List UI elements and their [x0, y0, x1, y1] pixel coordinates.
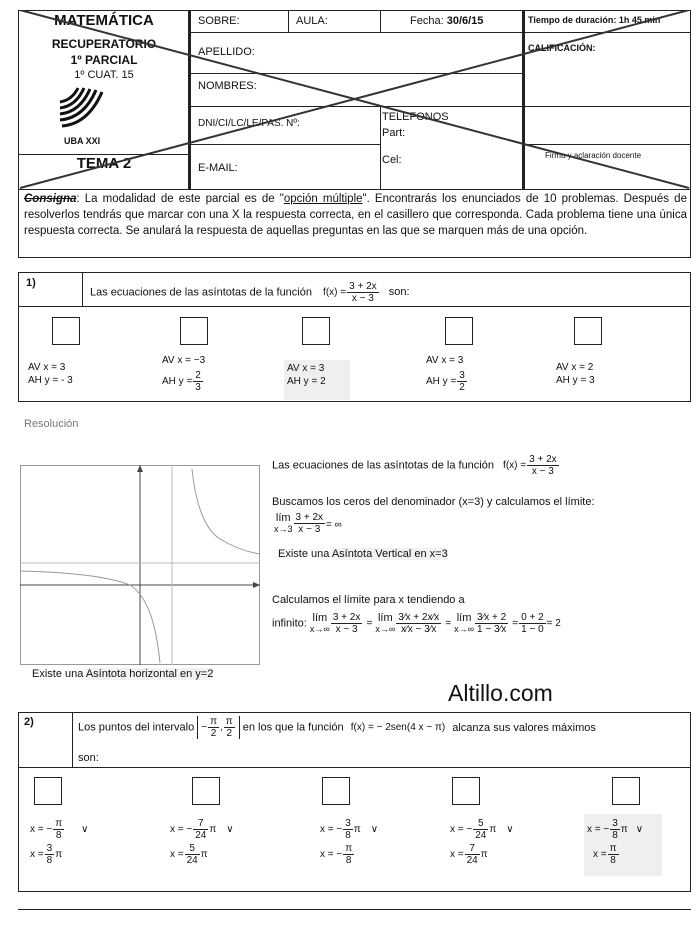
- res-line-1: [272, 454, 560, 477]
- res-line-4: infinito:: [272, 617, 307, 630]
- q1-divider: [18, 306, 691, 307]
- telefonos-label: TELEFONOS: [382, 111, 449, 123]
- q2-opt5-l1: x = −: [587, 824, 610, 836]
- q2-opt2-l1n: 7: [193, 818, 208, 830]
- eq-sign: =: [445, 618, 452, 629]
- q2-opt1-row2: x = $\frac{3}{8}$ π: [30, 843, 63, 866]
- resolucion-title: Resolución: [24, 418, 79, 430]
- q2-opt4-l1n: 5: [473, 818, 488, 830]
- q2-opt4-frac2: [465, 843, 480, 866]
- lim-2-frac: [331, 612, 363, 635]
- q2-question: [78, 716, 596, 739]
- q2-func: f(x) = − 2sen(4 x − π): [350, 722, 446, 733]
- q1-number: 1): [26, 277, 36, 289]
- q2-opt2-or: ∨: [226, 824, 234, 836]
- q2-minus: −: [201, 722, 208, 733]
- q2-opt2-l2d: 24: [186, 855, 198, 866]
- fecha-value: 30/6/15: [446, 15, 484, 27]
- q2-opt1-frac1: [53, 818, 64, 841]
- res-den: x − 3: [531, 466, 554, 477]
- q1-option-3-checkbox[interactable]: [302, 317, 330, 345]
- q2-opt5-or: ∨: [635, 824, 644, 836]
- res-func: f(x) =: [503, 460, 527, 472]
- q1-opt4-num: 3: [459, 370, 465, 381]
- q1-option-1: [28, 361, 73, 387]
- lim-3-sub: x→∞: [375, 623, 396, 634]
- q2-text-1: Los puntos del intervalo: [78, 721, 195, 734]
- q2-opt3-row1: x = − $\frac{3}{8}$ π ∨: [320, 818, 379, 841]
- q1-opt1-ah: AH y = - 3: [28, 375, 73, 386]
- q2-option-4: [450, 818, 514, 866]
- lim-3-den: x⁄x − 3⁄x: [401, 624, 437, 635]
- nombres-field[interactable]: NOMBRES:: [198, 80, 257, 92]
- q2-opt5-l2d: 8: [610, 855, 616, 866]
- q1-opt4-ah: AH y =: [426, 376, 457, 388]
- res-line-1-text: Las ecuaciones de las asíntotas de la función: [272, 459, 494, 472]
- q2-interval: − $\frac{\pi}{2}$ , $\frac{\pi}{2}$: [197, 716, 239, 739]
- q1-den: x − 3: [351, 293, 374, 304]
- asymptote-graph: [20, 465, 260, 665]
- q2-opt1-l2d: 8: [46, 855, 53, 866]
- q1-option-2: [162, 354, 205, 393]
- q1-opt4-ah-row: [426, 370, 468, 393]
- dni-field[interactable]: DNI/CI/LC/LE/PAS. Nº:: [198, 118, 300, 129]
- q2-opt5-l1d: 8: [612, 830, 618, 841]
- res-num: 3 + 2x: [529, 454, 557, 465]
- q2-option-1-checkbox[interactable]: [34, 777, 62, 805]
- q2-number: 2): [24, 716, 34, 728]
- q1-number-divider: [82, 272, 83, 306]
- lim-4: [454, 613, 474, 635]
- q2-option-5-checkbox[interactable]: [612, 777, 640, 805]
- q1-option-5-checkbox[interactable]: [574, 317, 602, 345]
- q2-opt1-l2n: 3: [46, 843, 53, 854]
- lim-4-num: 3⁄x + 2: [477, 612, 507, 623]
- bottom-rule: [18, 909, 691, 910]
- lim-2-num: 3 + 2x: [332, 612, 361, 623]
- header-block: [18, 10, 691, 190]
- q1-opt4-den: 2: [459, 382, 465, 393]
- q1-num: 3 + 2x: [349, 281, 377, 292]
- q2-text-3: alcanza sus valores máximos: [452, 721, 596, 734]
- consigna-link: opción múltiple: [283, 193, 363, 205]
- q1-func: f(x) =: [323, 287, 347, 299]
- lim-1-eq: = ∞: [326, 519, 342, 531]
- q2-opt2-row1: x = − $\frac{7}{24}$ π ∨: [170, 818, 234, 841]
- lim-1-word: lím: [275, 511, 291, 524]
- ah-conclusion: [32, 668, 213, 680]
- zero-den: 1 − 0: [521, 624, 544, 635]
- q1-opt5-ah: AH y = 3: [556, 375, 595, 386]
- q2-opt1-l1n: π: [55, 818, 63, 829]
- email-field[interactable]: E-MAIL:: [198, 162, 238, 174]
- q2-opt1-frac2: [45, 843, 55, 866]
- lim-3: [375, 613, 395, 635]
- q1-option-4-checkbox[interactable]: [445, 317, 473, 345]
- q2-opt4-l1d: 24: [475, 830, 487, 841]
- lim-3-word: lím: [377, 611, 393, 624]
- q2-option-2: [170, 818, 234, 866]
- av-text-2: Asíntota Vertical en x=3: [331, 548, 448, 560]
- q2-opt5-row1: x = − $\frac{3}{8}$ π ∨: [587, 818, 644, 841]
- q2-opt3-l2d: 8: [345, 855, 352, 866]
- cel-field[interactable]: Cel:: [382, 154, 402, 166]
- consigna-text: [24, 191, 687, 239]
- q2-opt3-l1n: 3: [345, 818, 351, 829]
- cross-out-lines: [18, 10, 691, 190]
- result: = 2: [546, 618, 561, 629]
- q2-opt3-l1d: 8: [345, 830, 351, 841]
- q1-opt1-av: AV x = 3: [28, 362, 66, 373]
- calificacion-field[interactable]: CALIFICACIÓN:: [528, 43, 596, 53]
- av-text-1: Existe una: [278, 548, 332, 560]
- q1-opt4-frac: [457, 370, 467, 393]
- consigna-label: Consigna: [24, 193, 77, 205]
- q2-opt3-l2: x = −: [320, 849, 343, 861]
- q1-option-3: [284, 360, 350, 400]
- q2-opt2-l1: x = −: [170, 824, 193, 836]
- exam-term: 1º CUAT. 15: [74, 69, 134, 81]
- q2-option-3: [320, 818, 378, 866]
- q2-option-3-checkbox[interactable]: [322, 777, 350, 805]
- lim-2-sub: x→∞: [309, 623, 330, 634]
- q1-opt3-ah: AH y = 2: [287, 376, 326, 387]
- q2-opt3-frac2: [343, 843, 354, 866]
- lim-4-frac: [475, 612, 508, 635]
- q2-opt3-or: ∨: [370, 824, 379, 836]
- q2-opt4-or: ∨: [506, 824, 514, 836]
- consigna-part2: ". Encontrarás los enunciados de 10 problemas. Después de resolverlos tendrás que marcar con una X la respuesta correcta, en el casillero que corresponda. Cada problema tiene una única respuesta correcta. Se anulará la respuesta de aquellas preguntas en las que se marquen más de una opción.: [24, 193, 687, 237]
- q2-opt5-l1n: 3: [612, 818, 618, 829]
- q1-opt2-ah: AH y =: [162, 376, 193, 388]
- lim-2-den: x − 3: [335, 624, 358, 635]
- q2-option-5: [584, 814, 662, 876]
- q1-option-4: [426, 354, 468, 393]
- q2-opt2-l2n: 5: [185, 843, 200, 855]
- duracion-label: Tiempo de duración: 1h 45 min: [528, 15, 661, 25]
- q2-opt4-l2d: 24: [466, 855, 478, 866]
- res-line-2: Buscamos los ceros del denominador (x=3) y calculamos el límite:: [272, 496, 595, 508]
- lim-3-frac: [396, 612, 441, 635]
- eq-sign: =: [366, 618, 373, 629]
- lim-2-word: lím: [312, 611, 328, 624]
- fecha-label: Fecha:: [410, 15, 444, 27]
- q1-opt2-av: AV x = −3: [162, 355, 206, 366]
- q2-opt1-l2: x =: [30, 849, 44, 861]
- watermark: Altillo.com: [448, 680, 553, 706]
- q2-opt3-frac1: [343, 818, 353, 841]
- q1-opt2-num: 2: [195, 370, 201, 381]
- q1-opt3-av: AV x = 3: [287, 363, 325, 374]
- q2-opt4-l1: x = −: [450, 824, 473, 836]
- zero-frac: [519, 612, 546, 635]
- q2-opt4-row2: x = $\frac{7}{24}$ π: [450, 843, 488, 866]
- q2-opt5-l2: x =: [593, 849, 607, 861]
- q2-opt2-row2: x = $\frac{5}{24}$ π: [170, 843, 208, 866]
- sobre-field[interactable]: SOBRE:: [198, 15, 240, 27]
- lim-4-word: lím: [456, 611, 472, 624]
- q2-opt2-frac1: [193, 818, 208, 841]
- q2-opt4-l2n: 7: [465, 843, 480, 855]
- lim-1-sub: x→3: [274, 523, 293, 534]
- lim-2: [310, 613, 330, 635]
- res-fraction: [527, 454, 559, 477]
- q2-option-2-checkbox[interactable]: [192, 777, 220, 805]
- q2-opt1-l1: x = −: [30, 824, 53, 836]
- logo-text: UBA XXI: [64, 136, 101, 146]
- q2-opt2-l1d: 24: [195, 830, 207, 841]
- q1-opt2-ah-row: [162, 370, 205, 393]
- q1-suffix: son:: [388, 286, 410, 299]
- tema-title: TEMA 2: [18, 154, 190, 172]
- q2-opt2-frac2: [185, 843, 200, 866]
- ah-text-2: Asíntota horizontal en y=2: [85, 668, 214, 680]
- q2-divider: [18, 767, 691, 768]
- q2-opt5-l2n: π: [609, 843, 617, 854]
- lim-1: [274, 513, 293, 535]
- q2-int-frac-2: [224, 716, 235, 739]
- q1-question: [90, 281, 410, 304]
- lim-1-den: x − 3: [298, 524, 321, 535]
- ah-text-1: Existe una: [32, 668, 86, 680]
- q2-int-two-1: 2: [210, 728, 217, 739]
- res-line-3: Calculamos el límite para x tendiendo a: [272, 594, 465, 606]
- q2-opt2-l2: x =: [170, 849, 184, 861]
- q2-opt1-or: ∨: [81, 824, 89, 836]
- lim-4-sub: x→∞: [454, 623, 475, 634]
- q2-int-two-2: 2: [226, 728, 233, 739]
- q1-opt5-av: AV x = 2: [556, 362, 594, 373]
- part-field[interactable]: Part:: [382, 127, 406, 139]
- q2-opt4-l2: x =: [450, 849, 464, 861]
- q2-int-pi-1: π: [210, 716, 217, 727]
- q2-number-divider: [72, 712, 73, 767]
- q2-opt3-l1: x = −: [320, 824, 343, 836]
- q1-option-2-checkbox[interactable]: [180, 317, 208, 345]
- q2-opt3-row2: [320, 843, 378, 866]
- exam-number: 1º PARCIAL: [70, 53, 138, 67]
- q2-opt1-l1d: 8: [55, 830, 62, 841]
- firma-field[interactable]: Firma y aclaración docente: [544, 151, 642, 160]
- q1-opt2-den: 3: [195, 382, 201, 393]
- q2-opt5-frac1: [610, 818, 620, 841]
- consigna-part1: : La modalidad de este parcial es de ": [76, 193, 284, 205]
- q1-opt2-frac: [193, 370, 203, 393]
- subject-title: MATEMÁTICA: [54, 12, 154, 29]
- res-limit-1: [274, 512, 342, 535]
- lim-1-frac: [294, 512, 326, 535]
- res-limit-2: [272, 612, 561, 635]
- q2-opt5-row2: [593, 843, 659, 866]
- q2-int-pi-2: π: [225, 716, 233, 727]
- q2-int-frac-1: [208, 716, 219, 739]
- q1-opt4-av: AV x = 3: [426, 355, 464, 366]
- aula-field[interactable]: AULA:: [296, 15, 328, 27]
- q2-text-4: son:: [78, 752, 99, 764]
- q2-text-2: en los que la función: [242, 721, 344, 734]
- lim-1-num: 3 + 2x: [295, 512, 324, 523]
- q2-opt4-row1: x = − $\frac{5}{24}$ π ∨: [450, 818, 514, 841]
- lim-3-num: 3⁄x + 2x⁄x: [398, 612, 440, 623]
- eq-sign: =: [512, 618, 519, 629]
- q2-opt3-l2n: π: [345, 843, 353, 854]
- q1-question-text: Las ecuaciones de las asíntotas de la función: [90, 286, 312, 299]
- q1-option-5: [556, 361, 595, 387]
- q2-option-1: [30, 818, 88, 866]
- apellido-field[interactable]: APELLIDO:: [198, 46, 255, 58]
- q1-fraction: [347, 281, 379, 304]
- exam-type: RECUPERATORIO: [51, 37, 157, 51]
- q1-option-1-checkbox[interactable]: [52, 317, 80, 345]
- q2-opt5-frac2: [608, 843, 619, 866]
- q2-opt4-frac1: [473, 818, 488, 841]
- zero-num: 0 + 2: [521, 612, 544, 623]
- q2-option-4-checkbox[interactable]: [452, 777, 480, 805]
- lim-4-den: 1 − 3⁄x: [477, 624, 507, 635]
- q2-opt1-row1: [30, 818, 88, 841]
- av-conclusion: [278, 548, 448, 560]
